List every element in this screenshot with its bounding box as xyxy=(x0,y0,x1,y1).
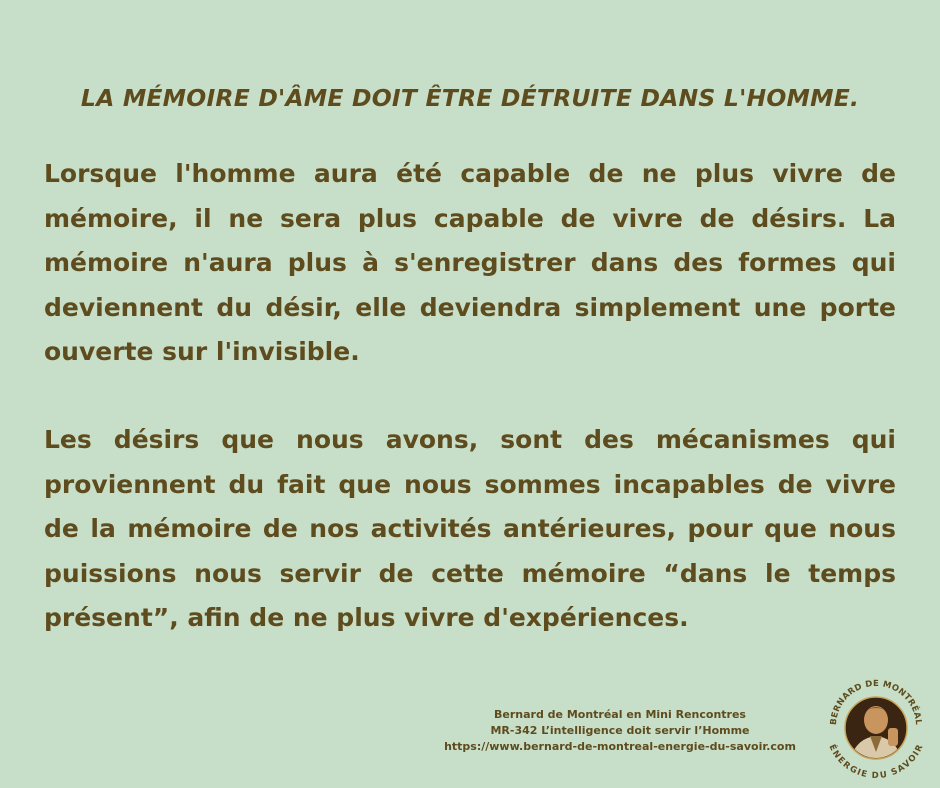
credits-author-line: Bernard de Montréal en Mini Rencontres xyxy=(494,708,746,721)
seal-top-text: BERNARD DE MONTRÉAL xyxy=(828,678,924,726)
author-seal-logo xyxy=(826,668,926,778)
quote-paragraph-2: Les désirs que nous avons, sont des mécanismes qui proviennent du fait que nous sommes incapables de vivre de la mémoire de nos activités antérieures, pour que nous puissions nous servir de cette mémoire “dans le temps présent”, afin de ne plus vivre d'expériences. xyxy=(44,425,896,632)
credits-website-link[interactable]: https://www.bernard-de-montreal-energie-du-savoir.com xyxy=(444,740,796,753)
seal-emblem-icon xyxy=(826,668,926,778)
source-credits xyxy=(440,707,800,755)
credits-episode-line: MR-342 L’intelligence doit servir l’Homme xyxy=(490,724,750,737)
quote-paragraph-1: Lorsque l'homme aura été capable de ne plus vivre de mémoire, il ne sera plus capable de vivre de désirs. La mémoire n'aura plus à s'enregistrer dans des formes qui deviennent du désir, elle deviendra simplement une porte ouverte sur l'invisible. xyxy=(44,159,896,366)
quote-title: LA MÉMOIRE D'ÂME DOIT ÊTRE DÉTRUITE DANS L'HOMME. xyxy=(80,84,860,112)
seal-bottom-text: ÉNERGIE DU SAVOIR xyxy=(826,743,926,778)
